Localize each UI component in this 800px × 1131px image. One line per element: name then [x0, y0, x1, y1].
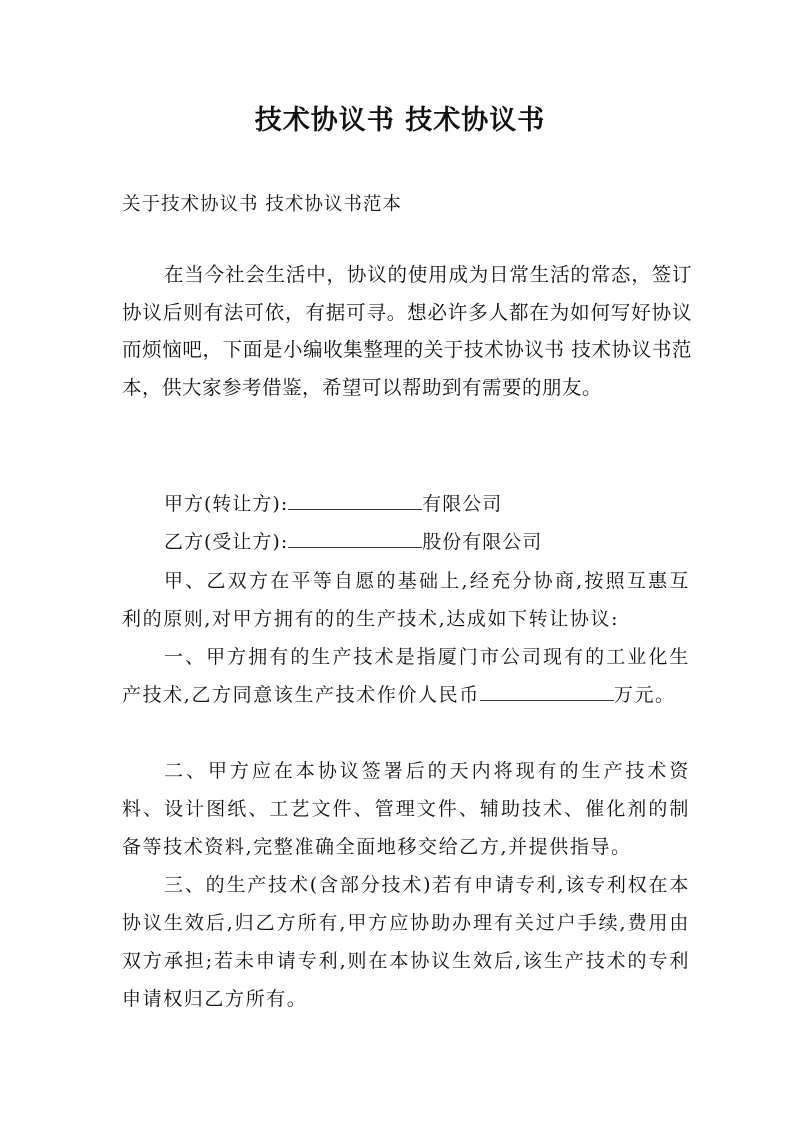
party-a-label: 甲方(转让方):	[164, 493, 289, 515]
party-b-label: 乙方(受让方):	[164, 531, 289, 553]
party-a-line	[122, 486, 692, 524]
party-a-blank	[288, 490, 422, 510]
document-title: 技术协议书 技术协议书	[254, 105, 546, 136]
preamble-paragraph: 甲、乙双方在平等自愿的基础上,经充分协商,按照互惠互利的原则,对甲方拥有的的生产技术,达成如下转让协议:	[122, 570, 690, 630]
party-a-suffix: 有限公司	[422, 493, 503, 515]
intro-paragraph: 在当今社会生活中，协议的使用成为日常生活的常态，签订协议后则有法可依，有据可寻。想必许多人都在为如何写好协议而烦恼吧，下面是小编收集整理的关于技术协议书 技术协议书范本，供大家参考借鉴，希望可以帮助到有需要的朋友。	[122, 263, 692, 399]
price-blank	[480, 681, 614, 701]
document-subtitle: 关于技术协议书 技术协议书范本	[122, 194, 402, 215]
clause-1-text: 一、甲方拥有的生产技术是指厦门市公司现有的工业化生产技术,乙方同意该生产技术作价人民币	[122, 646, 690, 706]
party-b-blank	[288, 528, 422, 548]
clause-3-paragraph: 三、的生产技术(含部分技术)若有申请专利,该专利权在本协议生效后,归乙方所有,甲方应协助办理有关过户手续,费用由双方承担;若未申请专利,则在本协议生效后,该生产技术的专利申请权归乙方所有。	[122, 874, 690, 1010]
clause-2-paragraph: 二、甲方应在本协议签署后的天内将现有的生产技术资料、设计图纸、工艺文件、管理文件、辅助技术、催化剂的制备等技术资料,完整准确全面地移交给乙方,并提供指导。	[122, 760, 690, 858]
clause-1-paragraph	[122, 638, 690, 714]
party-b-suffix: 股份有限公司	[422, 531, 543, 553]
party-b-line	[122, 524, 692, 562]
clause-1-suffix: 万元。	[613, 684, 676, 706]
